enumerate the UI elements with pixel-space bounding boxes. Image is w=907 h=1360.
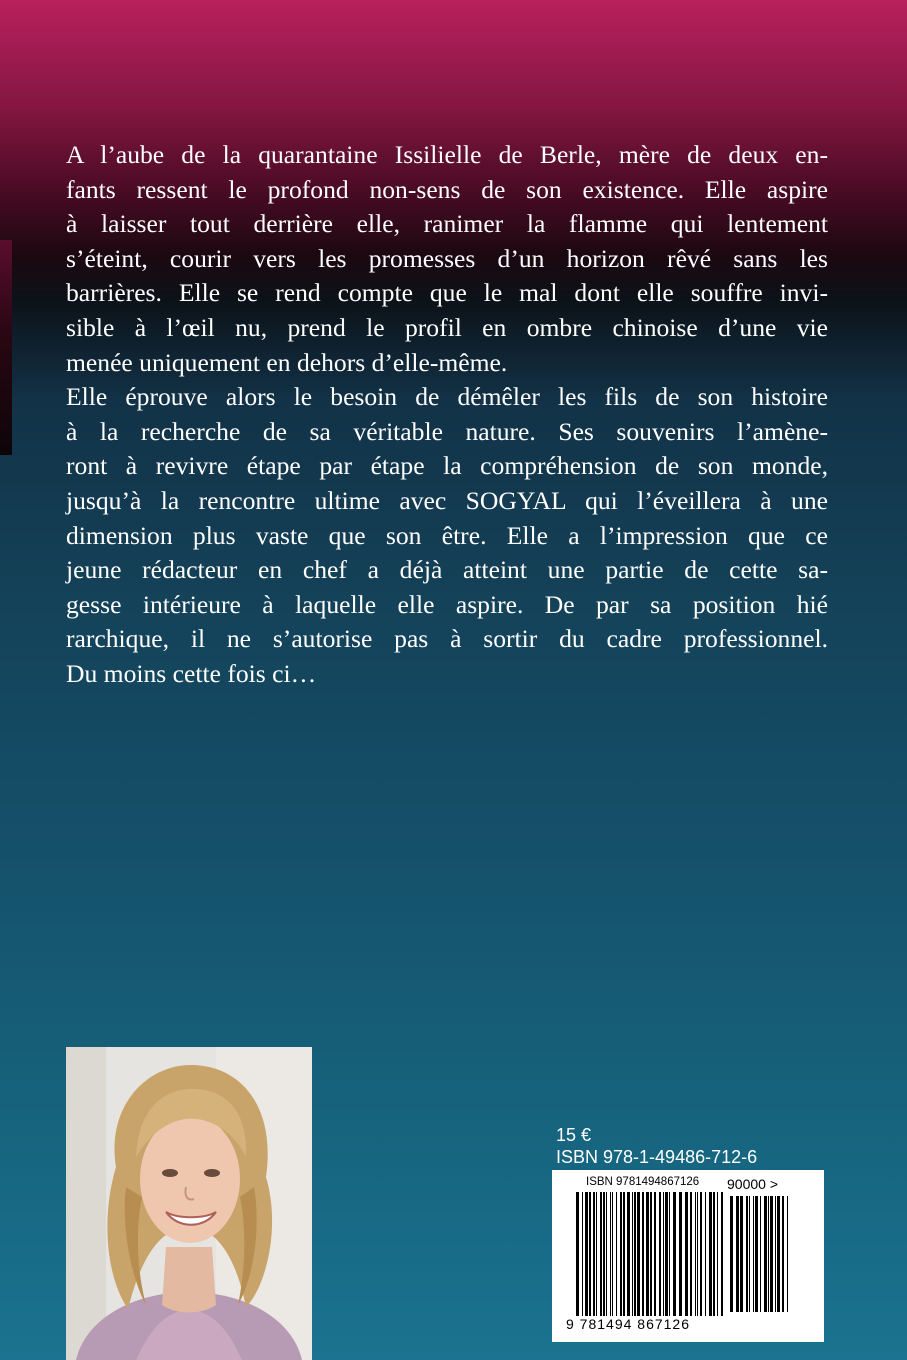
blurb-line: jeune rédacteur en chef a déjà atteint une partie de cette sa- [66, 555, 828, 585]
blurb-line: rarchique, il ne s’autorise pas à sortir du cadre professionnel. [66, 624, 828, 654]
barcode-bar [705, 1192, 706, 1316]
barcode-bar [760, 1196, 761, 1312]
barcode-bar [663, 1192, 664, 1316]
blurb-line: s’éteint, courir vers les promesses d’un horizon rêvé sans les [66, 243, 828, 273]
barcode-bar [755, 1196, 758, 1312]
blurb-line: Du moins cette fois ci… [66, 658, 317, 688]
barcode-bar [721, 1192, 723, 1316]
blurb-line: menée uniquement en dehors d’elle-même. [66, 347, 508, 377]
barcode-bar [606, 1192, 607, 1316]
price: 15 € [556, 1125, 592, 1145]
blurb-line: à laisser tout derrière elle, ranimer la flamme qui lentement [66, 209, 828, 239]
barcode-main-bars [576, 1192, 726, 1316]
barcode-bar [740, 1196, 743, 1312]
barcode-bar [620, 1192, 622, 1316]
barcode-bar [713, 1192, 715, 1316]
barcode-bar [634, 1192, 636, 1316]
barcode-bar [665, 1192, 668, 1316]
barcode-bar [589, 1192, 591, 1316]
blurb-line: Elle éprouve alors le besoin de démêler les fils de son histoire [66, 382, 828, 412]
barcode-bar [730, 1196, 733, 1312]
blurb-line: A l’aube de la quarantaine Issilielle de Berle, mère de deux en- [66, 140, 828, 169]
barcode-bar [576, 1192, 579, 1316]
barcode-bar [697, 1192, 698, 1316]
blurb-line: dimension plus vaste que son être. Elle a l’impression que ce [66, 520, 828, 550]
author-portrait-svg [66, 1047, 312, 1360]
barcode-bar [600, 1192, 602, 1316]
barcode-isbn-text: ISBN 9781494867126 [586, 1176, 700, 1188]
barcode-bar [632, 1192, 633, 1316]
barcode-bar [612, 1192, 613, 1316]
barcode-bar [623, 1192, 625, 1316]
barcode-bar [669, 1192, 670, 1316]
barcode-bar [787, 1196, 788, 1312]
barcode-bar [709, 1192, 712, 1316]
barcode-bar [603, 1192, 605, 1316]
barcode-bar [673, 1192, 676, 1316]
author-portrait-icon [66, 1047, 312, 1360]
barcode-digits: 9 781494 867126 [566, 1316, 690, 1332]
barcode-bar [690, 1192, 692, 1316]
blurb-line: ront à revivre étape par étape la compréhension de son monde, [66, 451, 828, 481]
barcode-addon-bars [730, 1196, 802, 1316]
barcode-bar [582, 1192, 583, 1316]
barcode-bar [749, 1196, 750, 1312]
barcode-bar [610, 1192, 611, 1316]
blurb-line: sible à l’œil nu, prend le profil en ombre chinoise d’une vie [66, 312, 828, 342]
barcode-bar [650, 1192, 652, 1316]
barcode-bar [637, 1192, 640, 1316]
barcode-bar [679, 1192, 682, 1316]
barcode-bar [593, 1192, 595, 1316]
side-band [0, 240, 12, 455]
barcode-bar [777, 1196, 780, 1312]
barcode-bar [616, 1192, 617, 1316]
blurb-line: jusqu’à la rencontre ultime avec SOGYAL qui l’éveillera à une [66, 485, 828, 515]
barcode-bar [746, 1196, 748, 1312]
barcode-bar [695, 1192, 696, 1316]
isbn-label: ISBN 978-1-49486-712-6 [556, 1147, 758, 1167]
barcode-bar [782, 1196, 784, 1312]
barcode-addon-code: 90000 > [727, 1176, 778, 1192]
barcode-bar [736, 1196, 739, 1312]
blurb-line: fants ressent le profond non-sens de son existence. Elle aspire [66, 174, 828, 204]
barcode-bar [585, 1192, 588, 1316]
barcode-bar [659, 1192, 661, 1316]
barcode-bar [654, 1192, 656, 1316]
barcode-bar [700, 1192, 702, 1316]
blurb-line: barrières. Elle se rend compte que le mal dont elle souffre invi- [66, 278, 828, 308]
price-block [556, 1124, 757, 1168]
barcode-bar [775, 1196, 776, 1312]
blurb-text [66, 138, 828, 692]
barcode-bar [646, 1192, 649, 1316]
barcode-bar [642, 1192, 644, 1316]
barcode-bar [717, 1192, 718, 1316]
barcode-icon [552, 1170, 824, 1342]
barcode-bar [764, 1196, 767, 1312]
barcode-bar [627, 1192, 630, 1316]
barcode-bar [768, 1196, 769, 1312]
barcode-bar [685, 1192, 688, 1316]
barcode-bar [770, 1196, 773, 1312]
blurb-line: à la recherche de sa véritable nature. Ses souvenirs l’amène- [66, 416, 828, 446]
barcode-bar [596, 1192, 597, 1316]
blurb-line: gesse intérieure à laquelle elle aspire. De par sa position hié [66, 589, 828, 619]
barcode-bar [753, 1196, 754, 1312]
